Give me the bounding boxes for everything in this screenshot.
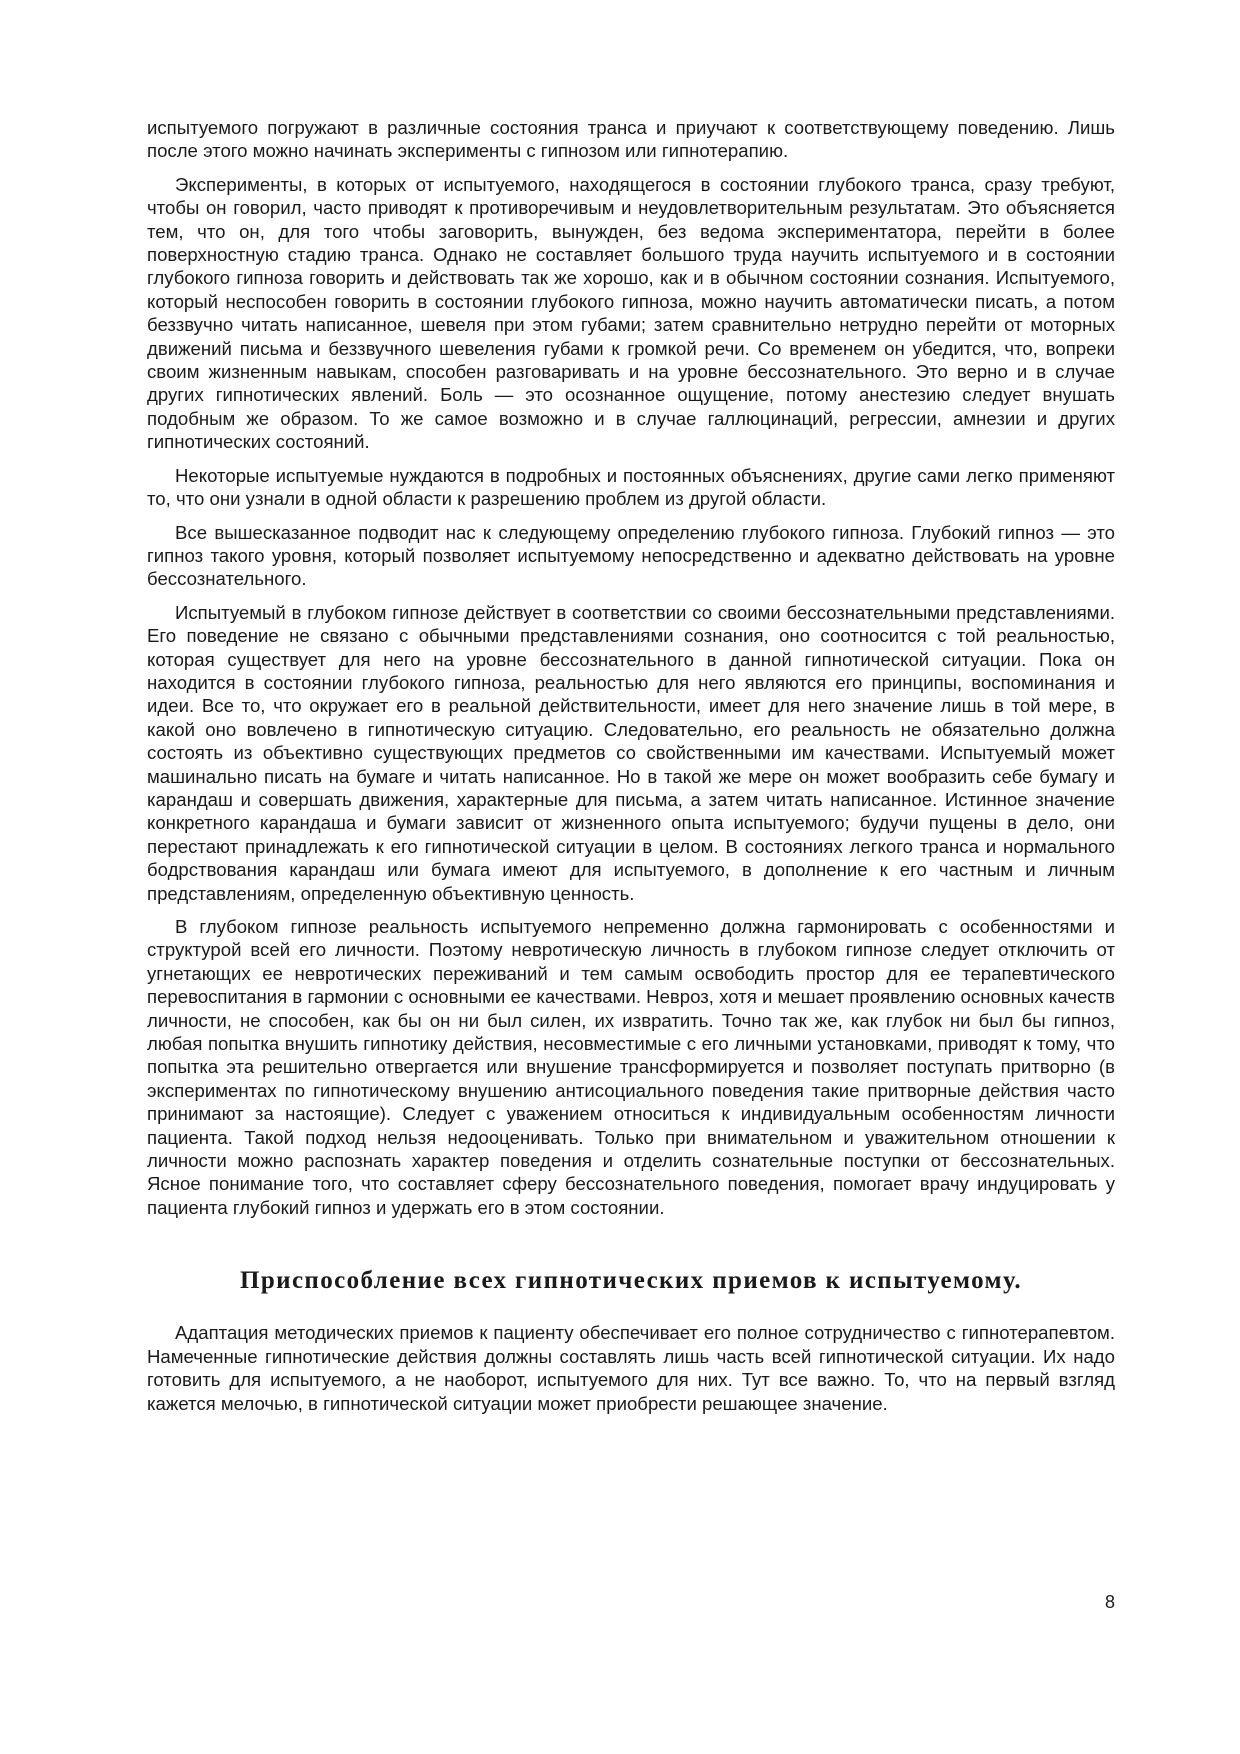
- paragraph-unconscious-reality: Испытуемый в глубоком гипнозе действует в соответствии со своими бессознательными представлениями. Его поведение не связано с обычными представлениями сознания, оно соотносится с той реальностью, которая существует для него на уровне бессознательного в данной гипнотической ситуации. Пока он находится в состоянии глубокого гипноза, реальностью для него являются его принципы, воспоминания и идеи. Все то, что окружает его в реальной действительности, имеет для него значение лишь в той мере, в какой оно вовлечено в гипнотическую ситуацию. Следовательно, его реальность не обязательно должна состоять из объективно существующих предметов со свойственными им качествами. Испытуемый может машинально писать на бумаге и читать написанное. Но в такой же мере он может вообразить себе бумагу и карандаш и совершать движения, характерные для письма, а затем читать написанное. Истинное значение конкретного карандаша и бумаги зависит от жизненного опыта испытуемого; будучи пущены в дело, они перестают принадлежать к его гипнотической ситуации в целом. В состояниях легкого транса и нормального бодрствования карандаш или бумага имеют для испытуемого, в дополнение к его частным и личным представлениям, определенную объективную ценность.: [147, 601, 1115, 904]
- paragraph-personality: В глубоком гипнозе реальность испытуемого непременно должна гармонировать с особенностями и структурой всей его личности. Поэтому невротическую личность в глубоком гипнозе следует отключить от угнетающих ее невротических переживаний и тем самым освободить простор для ее терапевтического перевоспитания в гармонии с основными ее качествами. Невроз, хотя и мешает проявлению основных качеств личности, не способен, как бы он ни был силен, их извратить. Точно так же, как глубок ни был бы гипноз, любая попытка внушить гипнотику действия, несовместимые с его личными установками, приводят к тому, что попытка эта решительно отвергается или внушение трансформируется и позволяет поступать притворно (в экспериментах по гипнотическому внушению антисоциального поведения такие притворные действия часто принимают за настоящие). Следует с уважением относиться к индивидуальным особенностям личности пациента. Такой подход нельзя недооценивать. Только при внимательном и уважительном отношении к личности можно распознать характер поведения и отделить сознательные поступки от бессознательных. Ясное понимание того, что составляет сферу бессознательного поведения, помогает врачу индуцировать у пациента глубокий гипноз и удержать его в этом состоянии.: [147, 916, 1115, 1218]
- paragraph-continuation: испытуемого погружают в различные состояния транса и приучают к соответствующему поведению. Лишь после этого можно начинать эксперименты с гипнозом или гипнотерапию.: [147, 117, 1115, 162]
- page-number: 8: [1104, 1592, 1115, 1612]
- paragraph-adaptation: Адаптация методических приемов к пациенту обеспечивает его полное сотрудничество с гипнотерапевтом. Намеченные гипнотические действия должны составлять лишь часть всей гипнотической ситуации. Их надо готовить для испытуемого, а не наоборот, испытуемого для них. Тут все важно. То, что на первый взгляд кажется мелочью, в гипнотической ситуации может приобрести решающее значение.: [147, 1322, 1115, 1414]
- paragraph-experiments: Эксперименты, в которых от испытуемого, находящегося в состоянии глубокого транса, сразу требуют, чтобы он говорил, часто приводят к противоречивым и неудовлетворительным результатам. Это объясняется тем, что он, для того чтобы заговорить, вынужден, без ведома экспериментатора, перейти в более поверхностную стадию транса. Однако не составляет большого труда научить испытуемого и в состоянии глубокого гипноза говорить и действовать так же хорошо, как и в обычном состоянии сознания. Испытуемого, который неспособен говорить в состоянии глубокого гипноза, можно научить автоматически писать, а потом беззвучно читать написанное, шевеля при этом губами; затем сравнительно нетрудно перейти от моторных движений письма и беззвучного шевеления губами к громкой речи. Со временем он убедится, что, вопреки своим жизненным навыкам, способен разговаривать и на уровне бессознательного. Это верно и в случае других гипнотических явлений. Боль — это осознанное ощущение, потому анестезию следует внушать подобным же образом. То же самое возможно и в случае галлюцинаций, регрессии, амнезии и других гипнотических состояний.: [147, 173, 1115, 453]
- paragraph-definition: Все вышесказанное подводит нас к следующему определению глубокого гипноза. Глубокий гипноз — это гипноз такого уровня, который позволяет испытуемому непосредственно и адекватно действовать на уровне бессознательного.: [147, 521, 1115, 590]
- paragraph-explanations: Некоторые испытуемые нуждаются в подробных и постоянных объяснениях, другие сами легко применяют то, что они узнали в одной области к разрешению проблем из другой области.: [147, 464, 1115, 510]
- section-heading: Приспособление всех гипнотических приемов к испытуемому.: [239, 1267, 1023, 1295]
- page-content: [147, 116, 1115, 1425]
